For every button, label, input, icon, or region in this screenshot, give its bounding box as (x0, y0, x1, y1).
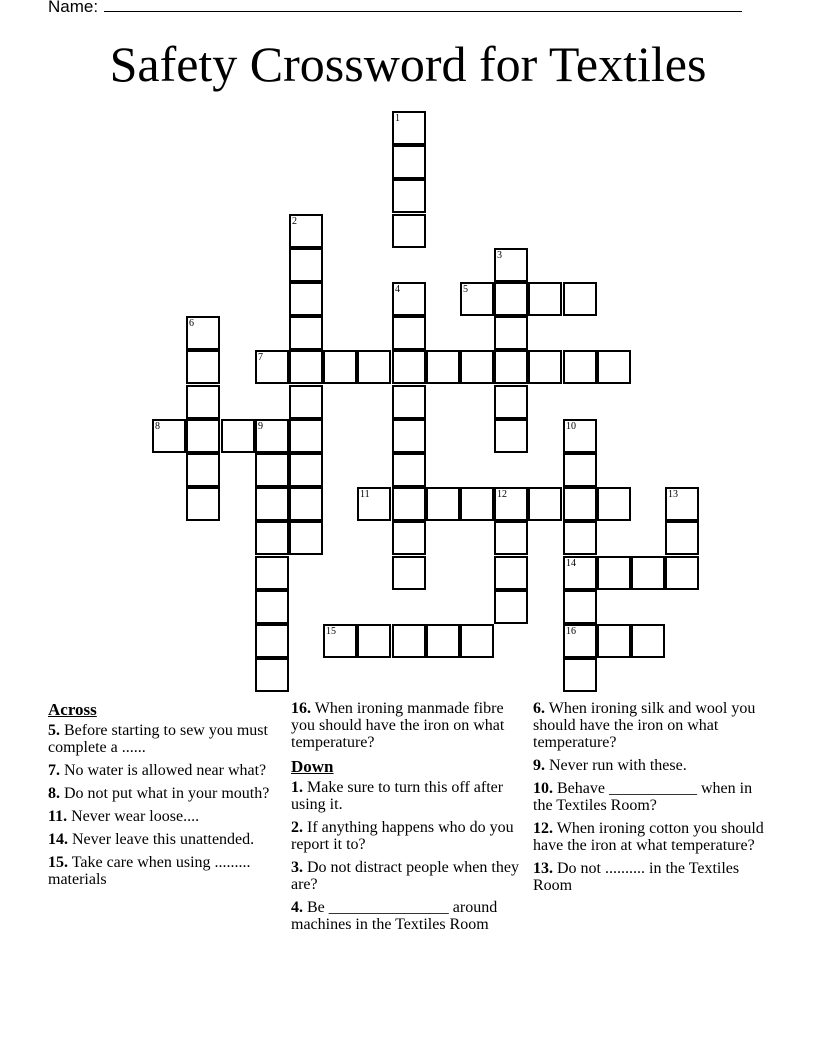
grid-cell[interactable] (563, 658, 597, 692)
grid-cell[interactable] (289, 487, 323, 521)
cell-number: 15 (326, 626, 336, 637)
clue-item (291, 819, 527, 853)
clue-item (291, 700, 527, 751)
clue-number: 5. (48, 722, 60, 739)
down-heading: Down (291, 757, 334, 776)
clues-column-1 (48, 700, 284, 894)
clue-text: Make sure to turn this off after using it. (291, 779, 504, 813)
clue-number: 13. (533, 860, 553, 877)
grid-cell[interactable] (494, 350, 528, 384)
grid-cell[interactable] (597, 487, 631, 521)
grid-cell[interactable] (221, 419, 255, 453)
clue-text: When ironing silk and wool you should have the iron on what temperature? (533, 700, 756, 751)
grid-cell[interactable] (186, 419, 220, 453)
grid-cell[interactable] (494, 556, 528, 590)
clue-text: Do not .......... in the Textiles Room (533, 860, 740, 894)
down-clue-list (291, 779, 527, 933)
clue-item (48, 854, 284, 888)
cell-number: 5 (463, 284, 468, 295)
grid-cell[interactable] (460, 624, 494, 658)
grid-cell[interactable] (152, 419, 186, 453)
clue-item (291, 859, 527, 893)
grid-cell[interactable] (392, 111, 426, 145)
cell-number: 16 (566, 626, 576, 637)
cell-number: 8 (155, 421, 160, 432)
clue-text: Take care when using ......... materials (48, 854, 251, 888)
clue-number: 2. (291, 819, 303, 836)
grid-cell[interactable] (460, 350, 494, 384)
clue-item (533, 700, 769, 751)
grid-cell[interactable] (426, 350, 460, 384)
down-clue-list-continued (533, 700, 769, 894)
grid-cell[interactable] (392, 282, 426, 316)
cell-number: 9 (258, 421, 263, 432)
grid-cell[interactable] (665, 487, 699, 521)
grid-cell[interactable] (494, 316, 528, 350)
cell-number: 7 (258, 352, 263, 363)
grid-cell[interactable] (186, 453, 220, 487)
across-clue-list-continued (291, 700, 527, 751)
grid-cell[interactable] (494, 248, 528, 282)
grid-cell[interactable] (494, 590, 528, 624)
grid-cell[interactable] (494, 385, 528, 419)
clue-text: Never leave this unattended. (72, 831, 255, 848)
grid-cell[interactable] (631, 556, 665, 590)
grid-cell[interactable] (186, 350, 220, 384)
grid-cell[interactable] (323, 350, 357, 384)
cell-number: 11 (360, 489, 370, 500)
grid-cell[interactable] (323, 624, 357, 658)
grid-cell[interactable] (665, 521, 699, 555)
cell-number: 6 (189, 318, 194, 329)
clue-number: 6. (533, 700, 545, 717)
grid-cell[interactable] (392, 316, 426, 350)
clue-item (533, 820, 769, 854)
grid-cell[interactable] (494, 521, 528, 555)
clue-text: Never run with these. (549, 757, 687, 774)
clue-number: 8. (48, 785, 60, 802)
grid-cell[interactable] (392, 419, 426, 453)
clue-text: Behave ___________ when in the Textiles Room? (533, 780, 753, 814)
grid-cell[interactable] (255, 419, 289, 453)
clue-text: When ironing manmade fibre you should have the iron on what temperature? (291, 700, 505, 751)
clue-item (533, 860, 769, 894)
clue-number: 9. (533, 757, 545, 774)
clues-column-3 (533, 700, 769, 900)
clue-number: 3. (291, 859, 303, 876)
grid-cell[interactable] (563, 282, 597, 316)
clue-number: 10. (533, 780, 553, 797)
grid-cell[interactable] (289, 521, 323, 555)
cell-number: 2 (292, 216, 297, 227)
clue-number: 12. (533, 820, 553, 837)
cell-number: 4 (395, 284, 400, 295)
grid-cell[interactable] (426, 487, 460, 521)
clue-text: If anything happens who do you report it to? (291, 819, 514, 853)
clue-item (48, 831, 284, 848)
grid-cell[interactable] (289, 248, 323, 282)
grid-cell[interactable] (563, 521, 597, 555)
grid-cell[interactable] (255, 658, 289, 692)
clue-item (48, 785, 284, 802)
clue-number: 7. (48, 762, 60, 779)
clue-item (48, 722, 284, 756)
clue-item (48, 762, 284, 779)
grid-cell[interactable] (186, 385, 220, 419)
cell-number: 14 (566, 558, 576, 569)
grid-cell[interactable] (460, 282, 494, 316)
grid-cell[interactable] (597, 350, 631, 384)
cell-number: 10 (566, 421, 576, 432)
grid-cell[interactable] (289, 214, 323, 248)
grid-cell[interactable] (255, 487, 289, 521)
clue-number: 14. (48, 831, 68, 848)
clue-number: 1. (291, 779, 303, 796)
grid-cell[interactable] (392, 145, 426, 179)
clues-column-2 (291, 700, 527, 939)
grid-cell[interactable] (563, 453, 597, 487)
grid-cell[interactable] (494, 487, 528, 521)
grid-cell[interactable] (392, 521, 426, 555)
grid-cell[interactable] (460, 487, 494, 521)
grid-cell[interactable] (563, 350, 597, 384)
cell-number: 13 (668, 489, 678, 500)
grid-cell[interactable] (357, 350, 391, 384)
grid-cell[interactable] (597, 556, 631, 590)
grid-cell[interactable] (392, 624, 426, 658)
grid-cell[interactable] (255, 624, 289, 658)
clue-text: Before starting to sew you must complete a ...... (48, 722, 268, 756)
grid-cell[interactable] (563, 487, 597, 521)
clue-number: 4. (291, 899, 303, 916)
clue-item (291, 779, 527, 813)
grid-cell[interactable] (289, 282, 323, 316)
clue-text: No water is allowed near what? (64, 762, 267, 779)
grid-cell[interactable] (289, 385, 323, 419)
clue-number: 16. (291, 700, 311, 717)
grid-cell[interactable] (255, 350, 289, 384)
clue-text: Never wear loose.... (71, 808, 200, 825)
across-heading: Across (48, 700, 97, 719)
grid-cell[interactable] (563, 590, 597, 624)
grid-cell[interactable] (631, 624, 665, 658)
grid-cell[interactable] (597, 624, 631, 658)
clue-number: 11. (48, 808, 68, 825)
grid-cell[interactable] (392, 385, 426, 419)
grid-cell[interactable] (494, 282, 528, 316)
grid-cell[interactable] (255, 590, 289, 624)
grid-cell[interactable] (528, 350, 562, 384)
grid-cell[interactable] (392, 179, 426, 213)
name-label: Name: (48, 0, 99, 16)
cell-number: 12 (497, 489, 507, 500)
grid-cell[interactable] (255, 521, 289, 555)
clue-item (533, 757, 769, 774)
grid-cell[interactable] (563, 624, 597, 658)
grid-cell[interactable] (255, 453, 289, 487)
grid-cell[interactable] (255, 556, 289, 590)
grid-cell[interactable] (392, 556, 426, 590)
grid-cell[interactable] (392, 214, 426, 248)
clue-number: 15. (48, 854, 68, 871)
grid-cell[interactable] (528, 487, 562, 521)
grid-cell[interactable] (357, 487, 391, 521)
grid-cell[interactable] (563, 556, 597, 590)
grid-cell[interactable] (289, 350, 323, 384)
grid-cell[interactable] (357, 624, 391, 658)
cell-number: 3 (497, 250, 502, 261)
clue-item (48, 808, 284, 825)
grid-cell[interactable] (186, 316, 220, 350)
across-clue-list (48, 722, 284, 888)
grid-cell[interactable] (563, 419, 597, 453)
grid-cell[interactable] (426, 624, 460, 658)
grid-cell[interactable] (528, 282, 562, 316)
clue-text: Do not distract people when they are? (291, 859, 519, 893)
grid-cell[interactable] (289, 419, 323, 453)
grid-cell[interactable] (392, 453, 426, 487)
clue-text: When ironing cotton you should have the iron at what temperature? (533, 820, 764, 854)
grid-cell[interactable] (392, 350, 426, 384)
cell-number: 1 (395, 113, 400, 124)
grid-cell[interactable] (494, 419, 528, 453)
grid-cell[interactable] (392, 487, 426, 521)
grid-cell[interactable] (289, 316, 323, 350)
grid-cell[interactable] (289, 453, 323, 487)
clue-item (533, 780, 769, 814)
grid-cell[interactable] (665, 556, 699, 590)
clue-item (291, 899, 527, 933)
clue-text: Do not put what in your mouth? (64, 785, 270, 802)
clue-text: Be _______________ around machines in the Textiles Room (291, 899, 498, 933)
page-title: Safety Crossword for Textiles (109, 36, 707, 92)
grid-cell[interactable] (186, 487, 220, 521)
